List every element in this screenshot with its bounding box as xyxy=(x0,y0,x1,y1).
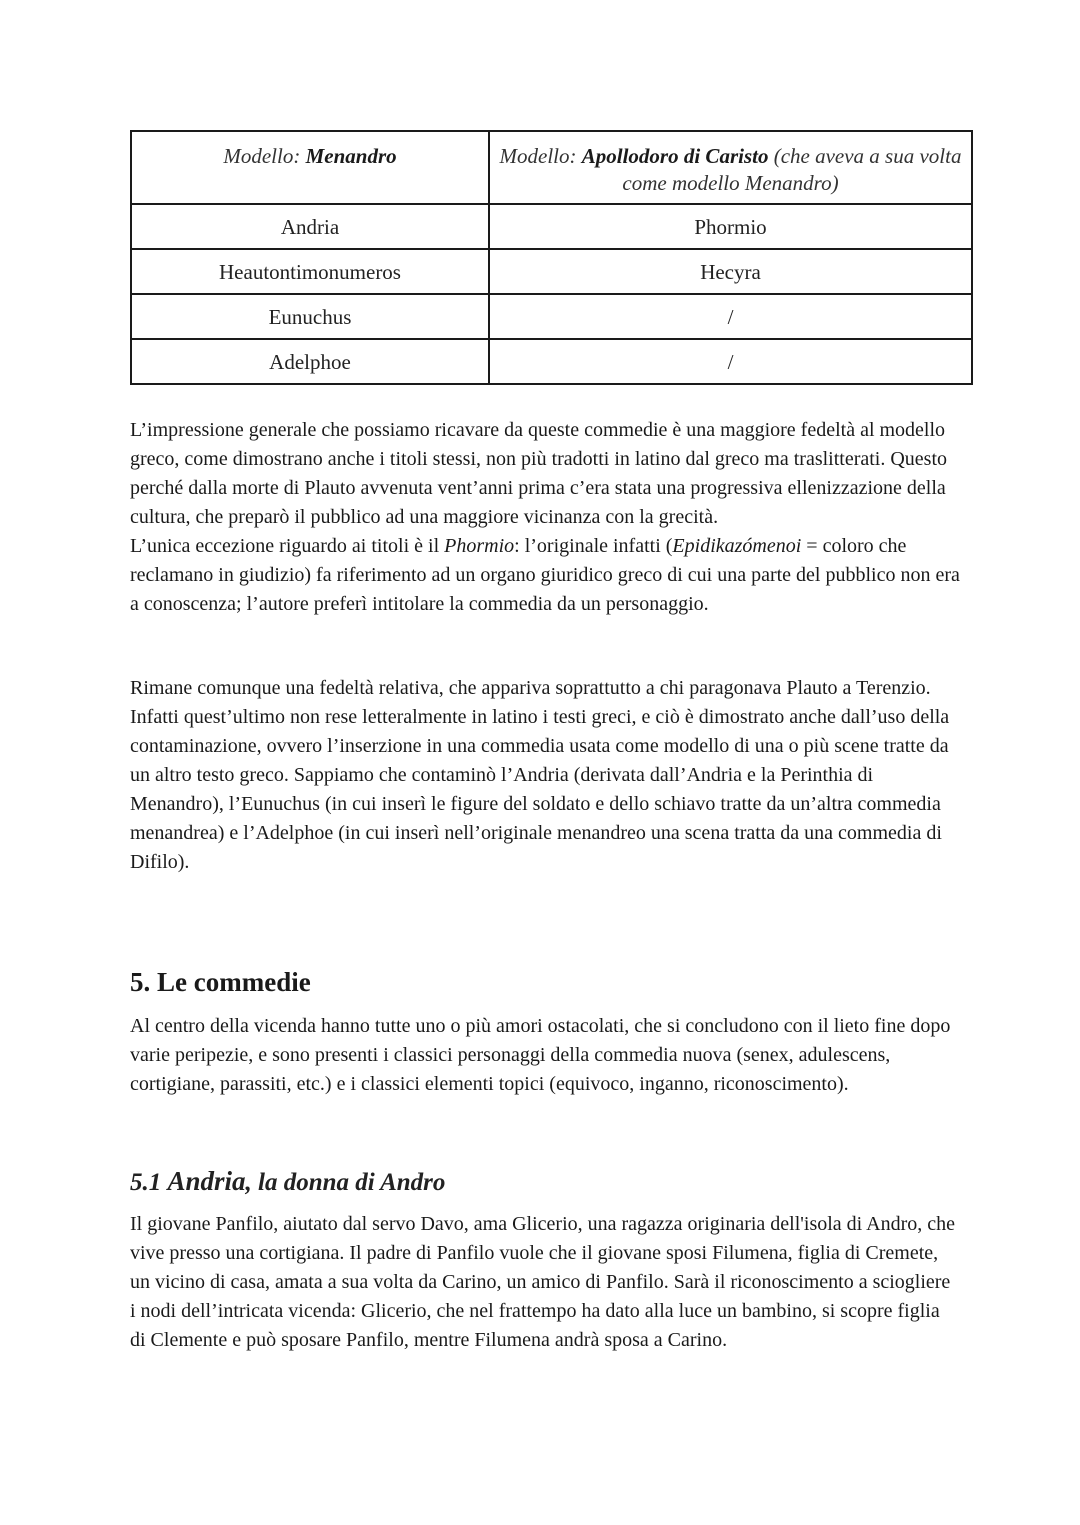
table-cell-right: Hecyra xyxy=(489,249,972,294)
italic-title: Phormio xyxy=(444,535,515,557)
table-cell-left: Heautontimonumeros xyxy=(131,249,489,294)
header-left-prefix: Modello: xyxy=(223,144,306,168)
paragraph-text: Rimane comunque una fedeltà relativa, che appariva soprattutto a chi paragonava Plauto a Terenzio. xyxy=(130,677,931,699)
table-row xyxy=(131,204,972,249)
paragraph-text: Il giovane Panfilo, aiutato dal servo Davo, ama Glicerio, una ragazza originaria dell'isola di Andro, che vive presso una cortigiana. Il padre di Panfilo vuole che il giovane sposi Filumena, figlia di Cremete, un vicino di casa, amata a sua volta da Carino, un amico di Panfilo. Sarà il riconoscimento a sciogliere i nodi dell’intricata vicenda: Glicerio, che nel frattempo ha dato alla luce un bambino, si scopre figlia di Clemente e può sposare Panfilo, mentre Filumena andrà sposa a Carino. xyxy=(130,1213,955,1351)
paragraph-text: L’impressione generale che possiamo ricavare da queste commedie è una maggiore fedeltà al modello greco, come dimostrano anche i titoli stessi, non più tradotti in latino dal greco ma traslitterati. Questo perché dalla morte di Plauto avvenuta vent’anni prima c’era stata una progressiva ellenizzazione della cultura, che preparò il pubblico ad una maggiore vicinanza con la grecità. xyxy=(130,419,948,528)
table-row xyxy=(131,294,972,339)
section-heading: 5. Le commedie xyxy=(130,967,311,997)
header-right-prefix: Modello: xyxy=(499,144,582,168)
paragraph-exception xyxy=(130,532,960,619)
text-span: : l’originale infatti ( xyxy=(514,535,673,557)
text-span: L’unica eccezione riguardo ai titoli è il xyxy=(130,535,445,557)
table-cell-left: Adelphoe xyxy=(131,339,489,384)
paragraph-titles xyxy=(130,416,960,619)
paragraph-text: Infatti quest’ultimo non rese letteralmente in latino i testi greci, e ciò è dimostrato anche dall’uso della contaminazione, ovvero l’inserzione in una commedia usata come modello di una o più scene tratte da un altro testo greco. Sappiamo che contaminò l’Andria (derivata dall’Andria e la Perinthia di Menandro), l’Eunuchus (in cui inserì le figure del soldato e dello schiavo tratte da un’altra commedia menandrea) e l’Adelphoe (in cui inserì nell’originale menandreo una scena tratta da una commedia di Difilo). xyxy=(130,706,950,873)
table-cell-left: Eunuchus xyxy=(131,294,489,339)
paragraph-contaminatio xyxy=(130,674,960,877)
table-row xyxy=(131,249,972,294)
table-cell-right: / xyxy=(489,339,972,384)
subsection-number: 5.1 xyxy=(130,1169,168,1196)
table-cell-right: / xyxy=(489,294,972,339)
header-right-name: Apollodoro di Caristo xyxy=(581,144,769,168)
paragraph-text: Al centro della vicenda hanno tutte uno o più amori ostacolati, che si concludono con il lieto fine dopo varie peripezie, e sono presenti i classici personaggi della commedia nuova (senex, adulescens, cortigiane, parassiti, etc.) e i classici elementi topici (equivoco, inganno, riconoscimento). xyxy=(130,1015,951,1095)
subsection-paragraph xyxy=(130,1210,960,1355)
table-header-row xyxy=(131,131,972,204)
section-paragraph xyxy=(130,1012,960,1099)
italic-title: Epidikazómenoi xyxy=(672,535,802,557)
table-cell-left: Andria xyxy=(131,204,489,249)
text-span: = coloro che reclamano in giudizio) fa riferimento ad un organo giuridico greco di cui una parte del pubblico non era a conoscenza; l’autore preferì intitolare la commedia da un personaggio. xyxy=(130,535,960,615)
table-cell-right: Phormio xyxy=(489,204,972,249)
header-left-name: Menandro xyxy=(305,144,397,168)
models-table xyxy=(130,130,973,385)
subsection-heading xyxy=(130,1164,445,1200)
table-row xyxy=(131,339,972,384)
subsection-title-bold: Andria xyxy=(167,1166,246,1196)
subsection-title-rest: , la donna di Andro xyxy=(245,1169,446,1196)
header-cell-menandro xyxy=(131,131,489,204)
header-right-note: (che aveva a sua volta come modello Menandro) xyxy=(622,144,962,195)
header-cell-apollodoro xyxy=(489,131,972,204)
